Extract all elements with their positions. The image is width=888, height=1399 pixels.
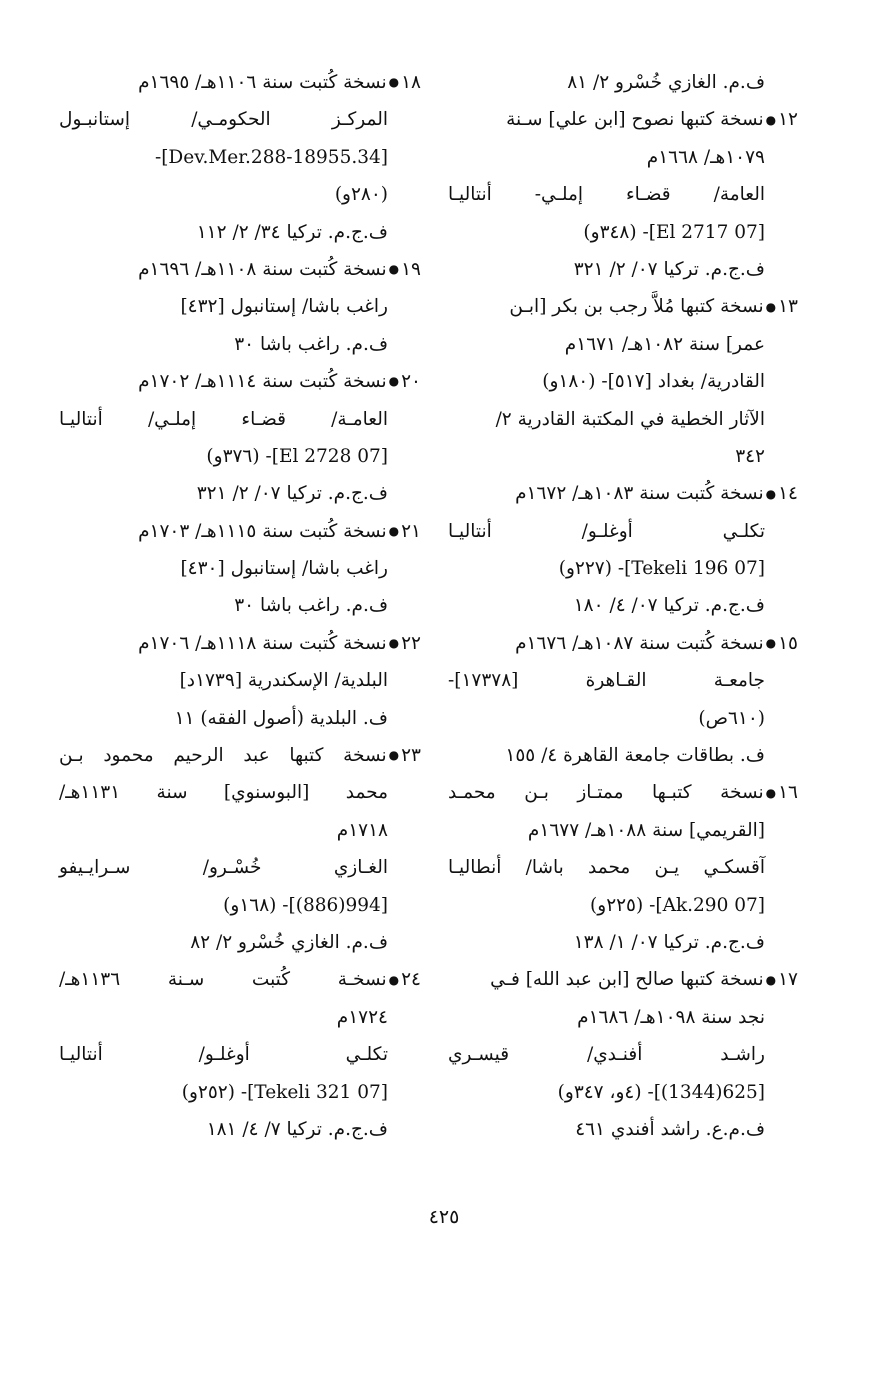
entry-detail-line: ف.م. الغازي خُسْرو ٢/ ٨١ (567, 72, 765, 93)
entry-detail-line: العامة/ قضـاء إملـي- أنتاليـا (448, 184, 765, 206)
entry-text: نسخة كُتبت سنة ١٠٨٣هـ/ ١٦٧٢م (515, 483, 764, 505)
manuscript-entry-start (448, 101, 798, 138)
entry-detail-line: آقسكـي يـن محمد باشا/ أنطاليـا (448, 857, 765, 879)
entry-detail-line: [07 El 2728]- (٣٧٦و) (206, 445, 388, 467)
entry-detail-line: نجد سنة ١٠٩٨هـ/ ١٦٨٦م (577, 1006, 765, 1028)
manuscript-entry-start (59, 251, 421, 288)
entry-detail-line: ف.م. راغب باشا ٣٠ (234, 595, 388, 617)
manuscript-entry-start (448, 625, 798, 662)
entry-detail-line: ف.ج.م. تركيا ٠٧/ ١/ ١٣٨ (573, 931, 765, 953)
entry-detail-line: [07 Tekeli 196]- (٢٢٧و) (558, 558, 765, 580)
entry-text: نسخـة كُتبت سـنة ١١٣٦هـ/ (59, 969, 387, 991)
entry-detail-line: ف.ج.م. تركيا ٠٧/ ٤/ ١٨٠ (573, 595, 765, 617)
entry-detail-line: البلدية/ الإسكندرية [١٧٣٩د] (179, 670, 388, 692)
manuscript-entry-start (448, 774, 798, 811)
bullet-icon: ● (388, 748, 400, 763)
entry-text: نسخة كتبها مُلاَّ رجب بن بكر [ابـن (509, 296, 764, 318)
entry-number: ١٣ (778, 296, 798, 318)
entry-detail-line: ١٧٢٤م (336, 1006, 388, 1028)
entry-text: نسخة كُتبت سنة ١١٠٨هـ/ ١٦٩٦م (138, 258, 387, 280)
entry-detail-line: راغب باشا/ إستانبول [٤٣٢] (180, 296, 388, 318)
entry-detail-line: [34.Dev.Mer.288-18955]- (154, 146, 388, 168)
bullet-icon: ● (765, 486, 777, 501)
entry-number: ١٨ (401, 72, 421, 93)
entry-number: ٢٤ (401, 969, 421, 991)
bullet-icon: ● (765, 785, 777, 800)
bullet-icon: ● (765, 636, 777, 651)
entry-detail-line: ٣٤٢ (735, 445, 765, 467)
entry-detail-line: محمد [البوسنوي] سنة ١١٣١هـ/ (59, 782, 388, 804)
entry-number: ١٤ (778, 483, 798, 505)
entry-text: نسخة كُتبت سنة ١١١٨هـ/ ١٧٠٦م (138, 632, 387, 654)
manuscript-entry-start (59, 961, 421, 998)
entry-detail-line: [07 Tekeli 321]- (٢٥٢و) (181, 1081, 388, 1103)
entry-detail-line: راغب باشا/ إستانبول [٤٣٠] (180, 558, 388, 580)
entry-number: ٢٠ (401, 371, 421, 393)
bullet-icon: ● (765, 299, 777, 314)
bullet-icon: ● (388, 972, 400, 987)
entry-number: ١٧ (778, 969, 798, 991)
entry-text: نسخة كُتبت سنة ١١١٤هـ/ ١٧٠٢م (138, 371, 387, 393)
bullet-icon: ● (388, 262, 400, 277)
entry-detail-line: تكلـي أوغلـو/ أنتاليـا (59, 1044, 388, 1066)
entry-detail-line: المركـز الحكومـي/ إستانبـول (59, 109, 388, 131)
entry-detail-line: ف.م. راغب باشا ٣٠ (234, 333, 388, 355)
entry-number: ١٢ (778, 109, 798, 131)
entry-text: نسخة كتبها عبد الرحيم محمود بـن (59, 745, 387, 767)
entry-detail-line: [625(1344)]- (٤و، ٣٤٧و) (557, 1081, 765, 1103)
left-column (59, 64, 421, 1148)
entry-detail-line: [القريمي] سنة ١٠٨٨هـ/ ١٦٧٧م (527, 819, 765, 841)
manuscript-entry-start (59, 625, 421, 662)
entry-detail-line: ف.م. الغازي خُسْرو ٢/ ٨٢ (190, 931, 388, 953)
entry-number: ٢١ (401, 520, 421, 542)
entry-detail-line: ١٧١٨م (336, 819, 388, 841)
entry-detail-line: [07 El 2717]- (٣٤٨و) (583, 221, 765, 243)
entry-detail-line: ف.ج.م. تركيا ٠٧/ ٢/ ٣٢١ (573, 258, 765, 280)
manuscript-entry-start (59, 64, 421, 101)
entry-text: نسخة كُتبت سنة ١١٠٦هـ/ ١٦٩٥م (138, 72, 387, 93)
bullet-icon: ● (388, 75, 400, 90)
entry-detail-line: ف.ج.م. تركيا ٠٧/ ٢/ ٣٢١ (196, 483, 388, 505)
entry-number: ١٥ (778, 632, 798, 654)
bullet-icon: ● (388, 374, 400, 389)
page-number: ٤٢٥ (428, 1206, 460, 1228)
entry-text: نسخة كُتبت سنة ١٠٨٧هـ/ ١٦٧٦م (515, 632, 764, 654)
entry-detail-line: (٢٨٠و) (334, 184, 388, 206)
right-column (448, 64, 798, 1148)
entry-detail-line: ف.ج.م. تركيا ٣٤/ ٢/ ١١٢ (196, 221, 388, 243)
bullet-icon: ● (388, 636, 400, 651)
entry-detail-line: عمر] سنة ١٠٨٢هـ/ ١٦٧١م (564, 333, 765, 355)
entry-number: ٢٣ (401, 745, 421, 767)
entry-detail-line: القادرية/ بغداد [٥١٧]- (١٨٠و) (542, 371, 765, 393)
entry-text: نسخة كتبها صالح [ابن عبد الله] فـي (490, 969, 764, 991)
entry-text: نسخة كُتبت سنة ١١١٥هـ/ ١٧٠٣م (138, 520, 387, 542)
entry-detail-line: ف. بطاقات جامعة القاهرة ٤/ ١٥٥ (505, 745, 765, 767)
bullet-icon: ● (765, 112, 777, 127)
entry-detail-line: (٦١٠ص) (698, 707, 765, 729)
manuscript-entry-start (448, 288, 798, 325)
entry-text: نسخة كتبها نصوح [ابن علي] سـنة (506, 109, 764, 131)
entry-detail-line: ١٠٧٩هـ/ ١٦٦٨م (646, 146, 765, 168)
entry-detail-line: الغـازي خُسْـرو/ سـرايـيفو (59, 857, 388, 879)
entry-number: ١٩ (401, 258, 421, 280)
entry-detail-line: ف. البلدية (أصول الفقه) ١١ (174, 707, 388, 729)
manuscript-entry-start (59, 737, 421, 774)
entry-text: نسخة كتبـها ممتـاز بـن محمـد (448, 782, 764, 804)
entry-detail-line: [994(886)]- (١٦٨و) (223, 894, 388, 916)
entry-detail-line: راشـد أفنـدي/ قيسـري (448, 1044, 765, 1066)
entry-number: ١٦ (778, 782, 798, 804)
manuscript-entry-start (448, 475, 798, 512)
manuscript-entry-start (59, 363, 421, 400)
bullet-icon: ● (765, 972, 777, 987)
manuscript-entry-start (59, 513, 421, 550)
entry-detail-line: الآثار الخطية في المكتبة القادرية ٢/ (495, 408, 765, 430)
entry-detail-line: تكلـي أوغلـو/ أنتاليـا (448, 520, 765, 542)
entry-detail-line: جامعـة القـاهرة [١٧٣٧٨]- (448, 670, 765, 692)
entry-detail-line: ف.ج.م. تركيا ٧/ ٤/ ١٨١ (206, 1118, 388, 1140)
bullet-icon: ● (388, 523, 400, 538)
entry-detail-line: العامـة/ قضـاء إملـي/ أنتاليـا (59, 408, 388, 430)
entry-number: ٢٢ (401, 632, 421, 654)
manuscript-entry-start (448, 961, 798, 998)
entry-detail-line: ف.م.ع. راشد أفندي ٤٦١ (575, 1118, 765, 1140)
entry-detail-line: [07 Ak.290]- (٢٢٥و) (590, 894, 765, 916)
